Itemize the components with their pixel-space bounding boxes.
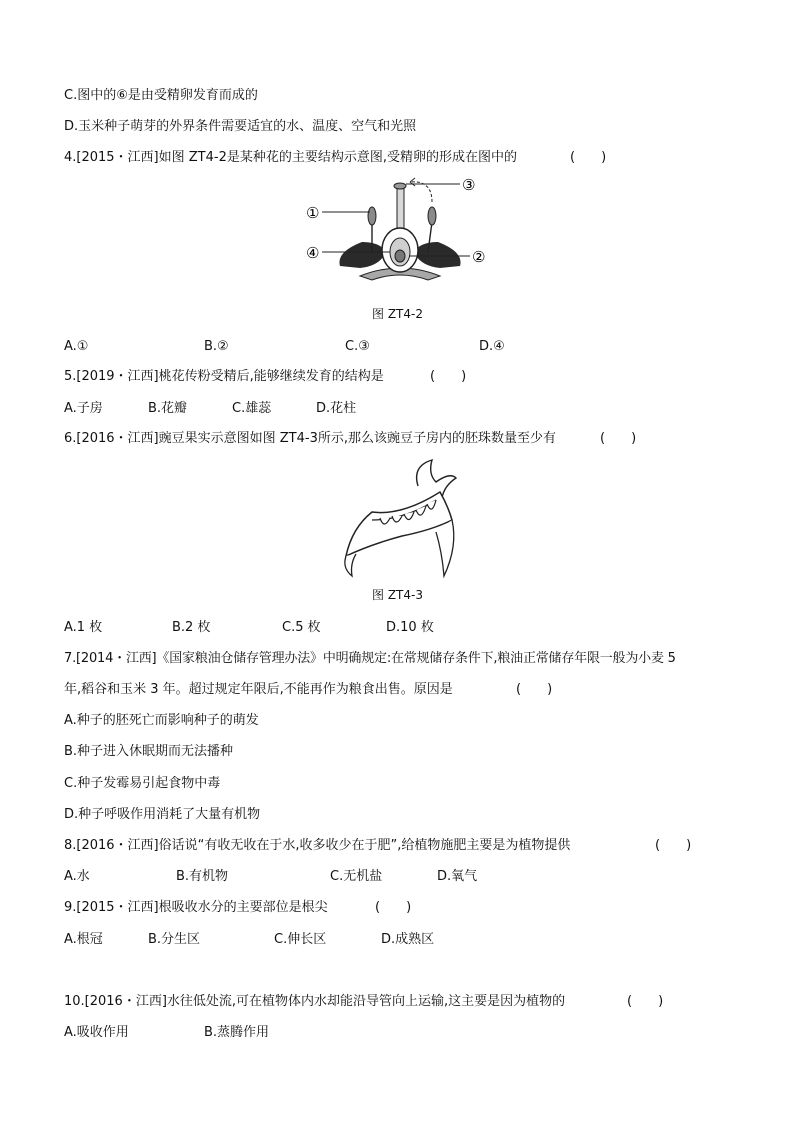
- q6-stem: 6.[2016・江西]豌豆果实示意图如图 ZT4-3所示,那么该豌豆子房内的胚珠数量至少有: [64, 431, 556, 446]
- q7-stem-line-1: 7.[2014・江西]《国家粮油仓储存管理办法》中明确规定:在常规储存条件下,粮油正常储存年限一般为小麦 5: [64, 651, 676, 666]
- q3-option-c: C.图中的⑥是由受精卵发育而成的: [64, 88, 258, 103]
- label-2: ②: [472, 248, 486, 266]
- stigma: [394, 183, 406, 189]
- q4-answer-paren: ( ): [570, 150, 607, 165]
- anther-right: [428, 207, 436, 225]
- q9-option-a: A.根冠: [64, 932, 103, 947]
- q8-option-b: B.有机物: [176, 869, 229, 884]
- q4-option-d: D.④: [479, 339, 505, 354]
- flower-structure-figure: [300, 172, 500, 284]
- q7-option-b: B.种子进入休眠期而无法播种: [64, 744, 234, 759]
- q7-answer-paren: ( ): [516, 682, 553, 697]
- q6-option-b: B.2 枚: [172, 620, 211, 635]
- q9-option-d: D.成熟区: [381, 932, 435, 947]
- q5-answer-paren: ( ): [430, 369, 467, 384]
- q6-answer-paren: ( ): [600, 431, 637, 446]
- q9-answer-paren: ( ): [375, 900, 412, 915]
- q5-option-b: B.花瓣: [148, 401, 188, 416]
- q6-option-a: A.1 枚: [64, 620, 103, 635]
- sepal-left: [339, 242, 386, 268]
- q8-answer-paren: ( ): [655, 838, 692, 853]
- label-4: ④: [306, 244, 320, 262]
- q4-stem: 4.[2015・江西]如图 ZT4-2是某种花的主要结构示意图,受精卵的形成在图中的: [64, 150, 517, 165]
- label-3: ③: [462, 176, 476, 194]
- figure-caption-zt4-3: 图 ZT4-3: [372, 588, 423, 602]
- q10-stem: 10.[2016・江西]水往低处流,可在植物体内水却能沿导管向上运输,这主要是因为植物的: [64, 994, 566, 1009]
- q10-option-a: A.吸收作用: [64, 1025, 129, 1040]
- q7-stem-line-2: 年,稻谷和玉米 3 年。超过规定年限后,不能再作为粮食出售。原因是: [64, 682, 453, 697]
- q3-option-d: D.玉米种子萌芽的外界条件需要适宜的水、温度、空气和光照: [64, 119, 417, 134]
- q8-option-c: C.无机盐: [330, 869, 383, 884]
- q4-option-b: B.②: [204, 339, 229, 354]
- q7-option-d: D.种子呼吸作用消耗了大量有机物: [64, 807, 261, 822]
- q8-option-a: A.水: [64, 869, 90, 884]
- q4-option-a: A.①: [64, 339, 89, 354]
- q5-option-a: A.子房: [64, 401, 103, 416]
- q5-option-c: C.雄蕊: [232, 401, 272, 416]
- anther-left: [368, 207, 376, 225]
- pea-pod-figure: [332, 456, 472, 582]
- q8-stem: 8.[2016・江西]俗话说“有收无收在于水,收多收少在于肥”,给植物施肥主要是为植物提供: [64, 838, 571, 853]
- q7-option-a: A.种子的胚死亡而影响种子的萌发: [64, 713, 259, 728]
- q4-option-c: C.③: [345, 339, 370, 354]
- q9-option-c: C.伸长区: [274, 932, 327, 947]
- q7-option-c: C.种子发霉易引起食物中毒: [64, 776, 221, 791]
- q5-stem: 5.[2019・江西]桃花传粉受精后,能够继续发育的结构是: [64, 369, 384, 384]
- q5-option-d: D.花柱: [316, 401, 357, 416]
- q9-option-b: B.分生区: [148, 932, 201, 947]
- sepal-right: [414, 242, 461, 268]
- label-1: ①: [306, 204, 320, 222]
- q6-option-d: D.10 枚: [386, 620, 434, 635]
- q8-option-d: D.氧气: [437, 869, 478, 884]
- q6-option-c: C.5 枚: [282, 620, 321, 635]
- q10-option-b: B.蒸腾作用: [204, 1025, 270, 1040]
- figure-caption-zt4-2: 图 ZT4-2: [372, 307, 423, 321]
- q9-stem: 9.[2015・江西]根吸收水分的主要部位是根尖: [64, 900, 328, 915]
- q10-answer-paren: ( ): [627, 994, 664, 1009]
